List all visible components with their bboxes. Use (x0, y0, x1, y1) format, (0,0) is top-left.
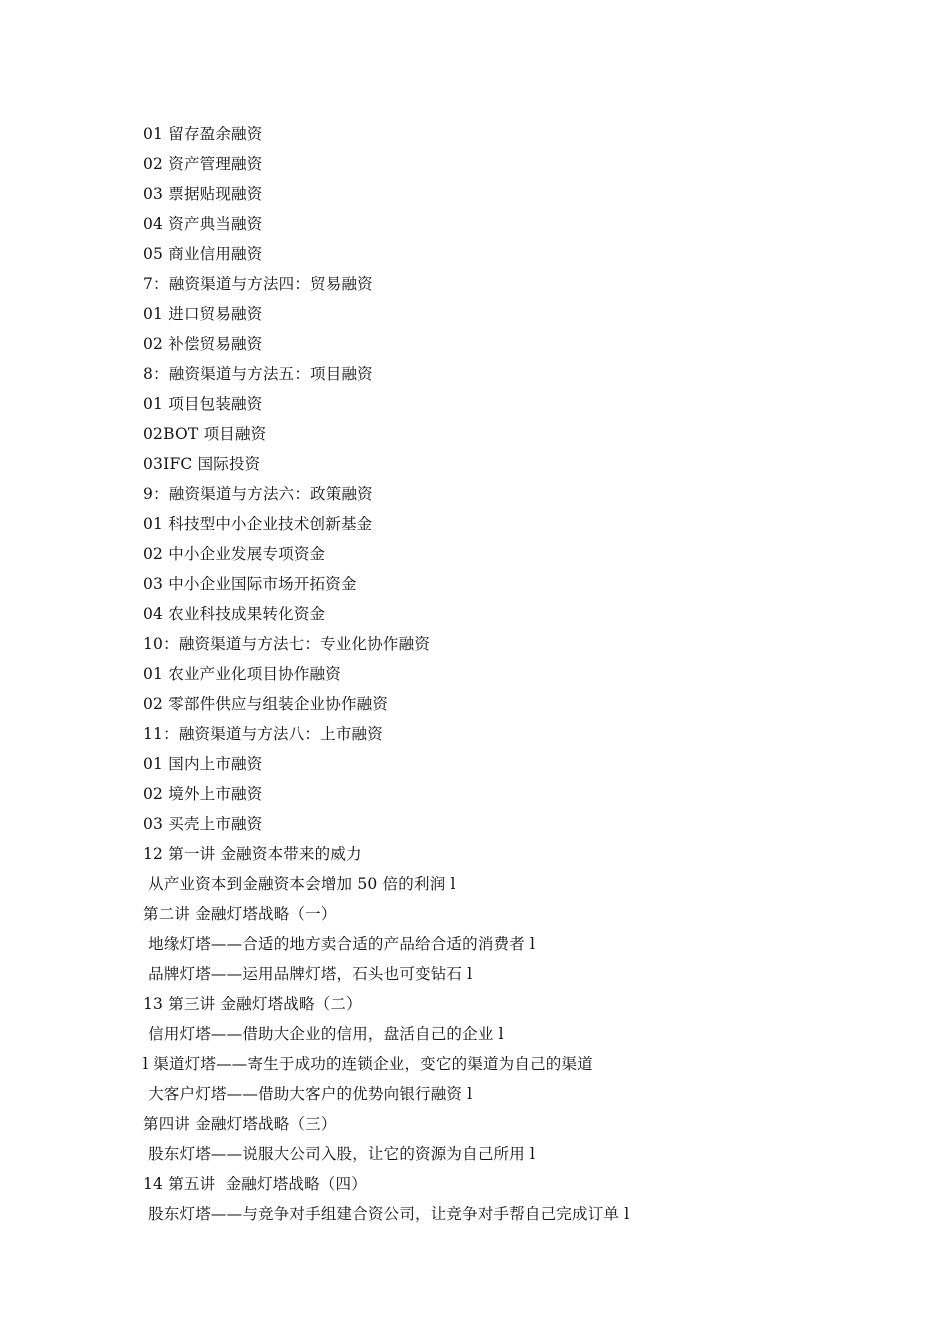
section-heading: 11：融资渠道与方法八：上市融资 (143, 725, 383, 743)
section-heading: 10：融资渠道与方法七：专业化协作融资 (143, 635, 431, 653)
text-line: 02 零部件供应与组装企业协作融资 (143, 695, 389, 713)
lecture-heading: 第二讲 金融灯塔战略（一） (143, 905, 337, 923)
text-line: 02BOT 项目融资 (143, 425, 267, 443)
section-heading: 7：融资渠道与方法四：贸易融资 (143, 275, 373, 293)
text-line: 03 买壳上市融资 (143, 815, 263, 833)
text-line: 01 项目包装融资 (143, 395, 263, 413)
text-line: 04 农业科技成果转化资金 (143, 605, 326, 623)
lecture-heading: 12 第一讲 金融资本带来的威力 (143, 845, 362, 863)
text-line: 02 补偿贸易融资 (143, 335, 263, 353)
text-line: 03IFC 国际投资 (143, 455, 261, 473)
text-line: 02 资产管理融资 (143, 155, 263, 173)
text-line: 01 留存盈余融资 (143, 125, 263, 143)
text-line: 地缘灯塔——合适的地方卖合适的产品给合适的消费者 l (143, 935, 536, 953)
text-line: 02 境外上市融资 (143, 785, 263, 803)
text-line: 03 票据贴现融资 (143, 185, 263, 203)
document-lines (143, 121, 903, 1231)
section-heading: 9：融资渠道与方法六：政策融资 (143, 485, 373, 503)
text-line: 从产业资本到金融资本会增加 50 倍的利润 l (143, 875, 456, 893)
lecture-heading: 14 第五讲 金融灯塔战略（四） (143, 1175, 367, 1193)
text-line: 01 科技型中小企业技术创新基金 (143, 515, 373, 533)
text-line: 05 商业信用融资 (143, 245, 263, 263)
section-heading: 8：融资渠道与方法五：项目融资 (143, 365, 373, 383)
text-line: 信用灯塔——借助大企业的信用，盘活自己的企业 l (143, 1025, 504, 1043)
text-line: l 渠道灯塔——寄生于成功的连锁企业，变它的渠道为自己的渠道 (143, 1055, 593, 1073)
text-line: 股东灯塔——说服大公司入股，让它的资源为自己所用 l (143, 1145, 536, 1163)
text-line: 01 农业产业化项目协作融资 (143, 665, 341, 683)
text-line: 04 资产典当融资 (143, 215, 263, 233)
text-line: 01 进口贸易融资 (143, 305, 263, 323)
text-line: 01 国内上市融资 (143, 755, 263, 773)
text-line: 02 中小企业发展专项资金 (143, 545, 326, 563)
text-line: 品牌灯塔——运用品牌灯塔，石头也可变钻石 l (143, 965, 473, 983)
text-line: 03 中小企业国际市场开拓资金 (143, 575, 357, 593)
lecture-heading: 13 第三讲 金融灯塔战略（二） (143, 995, 362, 1013)
text-line: 大客户灯塔——借助大客户的优势向银行融资 l (143, 1085, 473, 1103)
text-line: 股东灯塔——与竞争对手组建合资公司，让竞争对手帮自己完成订单 l (143, 1205, 630, 1223)
lecture-heading: 第四讲 金融灯塔战略（三） (143, 1115, 337, 1133)
